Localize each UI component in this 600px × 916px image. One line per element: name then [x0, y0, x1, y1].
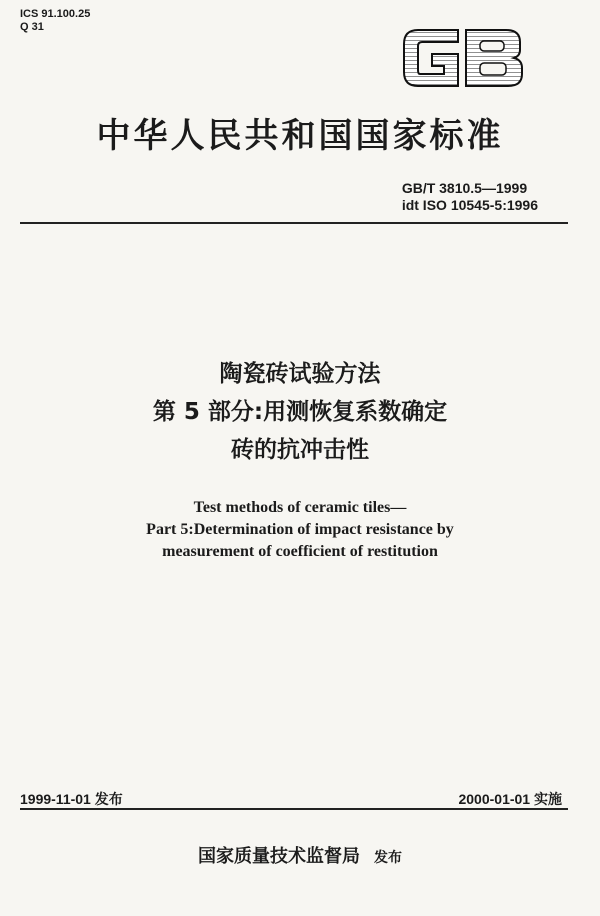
- issuer-name: 国家质量技术监督局: [198, 846, 360, 867]
- bottom-divider: [20, 808, 568, 810]
- implementation-date: 2000-01-01 实施: [458, 791, 562, 807]
- english-title-line-1: Test methods of ceramic tiles—: [193, 499, 407, 516]
- issue-date: 1999-11-01 发布: [20, 791, 123, 807]
- english-title-line-2: Part 5:Determination of impact resistance by: [146, 521, 454, 538]
- english-title: [0, 497, 600, 563]
- ccs-code: Q 31: [20, 21, 44, 33]
- issuer: [0, 842, 600, 868]
- classification-codes: [20, 8, 90, 34]
- ics-code: ICS 91.100.25: [20, 8, 91, 20]
- standard-numbers: [402, 180, 538, 214]
- iso-equivalence: idt ISO 10545-5:1996: [401, 197, 538, 213]
- standard-number: GB/T 3810.5—1999: [401, 180, 528, 196]
- issuer-suffix: 发布: [374, 850, 402, 866]
- chinese-title: [0, 355, 600, 469]
- chinese-title-line-1: 陶瓷砖试验方法: [219, 361, 381, 387]
- chinese-title-line-3: 砖的抗冲击性: [231, 437, 369, 463]
- national-standard-title: 中华人民共和国国家标准: [96, 116, 504, 156]
- chinese-title-line-2: 第 5 部分:用测恢复系数确定: [152, 399, 448, 425]
- english-title-line-3: measurement of coefficient of restitution: [162, 543, 438, 560]
- svg-text:GB: GB: [398, 20, 400, 21]
- top-divider: [20, 222, 568, 224]
- gb-logo: [398, 20, 528, 96]
